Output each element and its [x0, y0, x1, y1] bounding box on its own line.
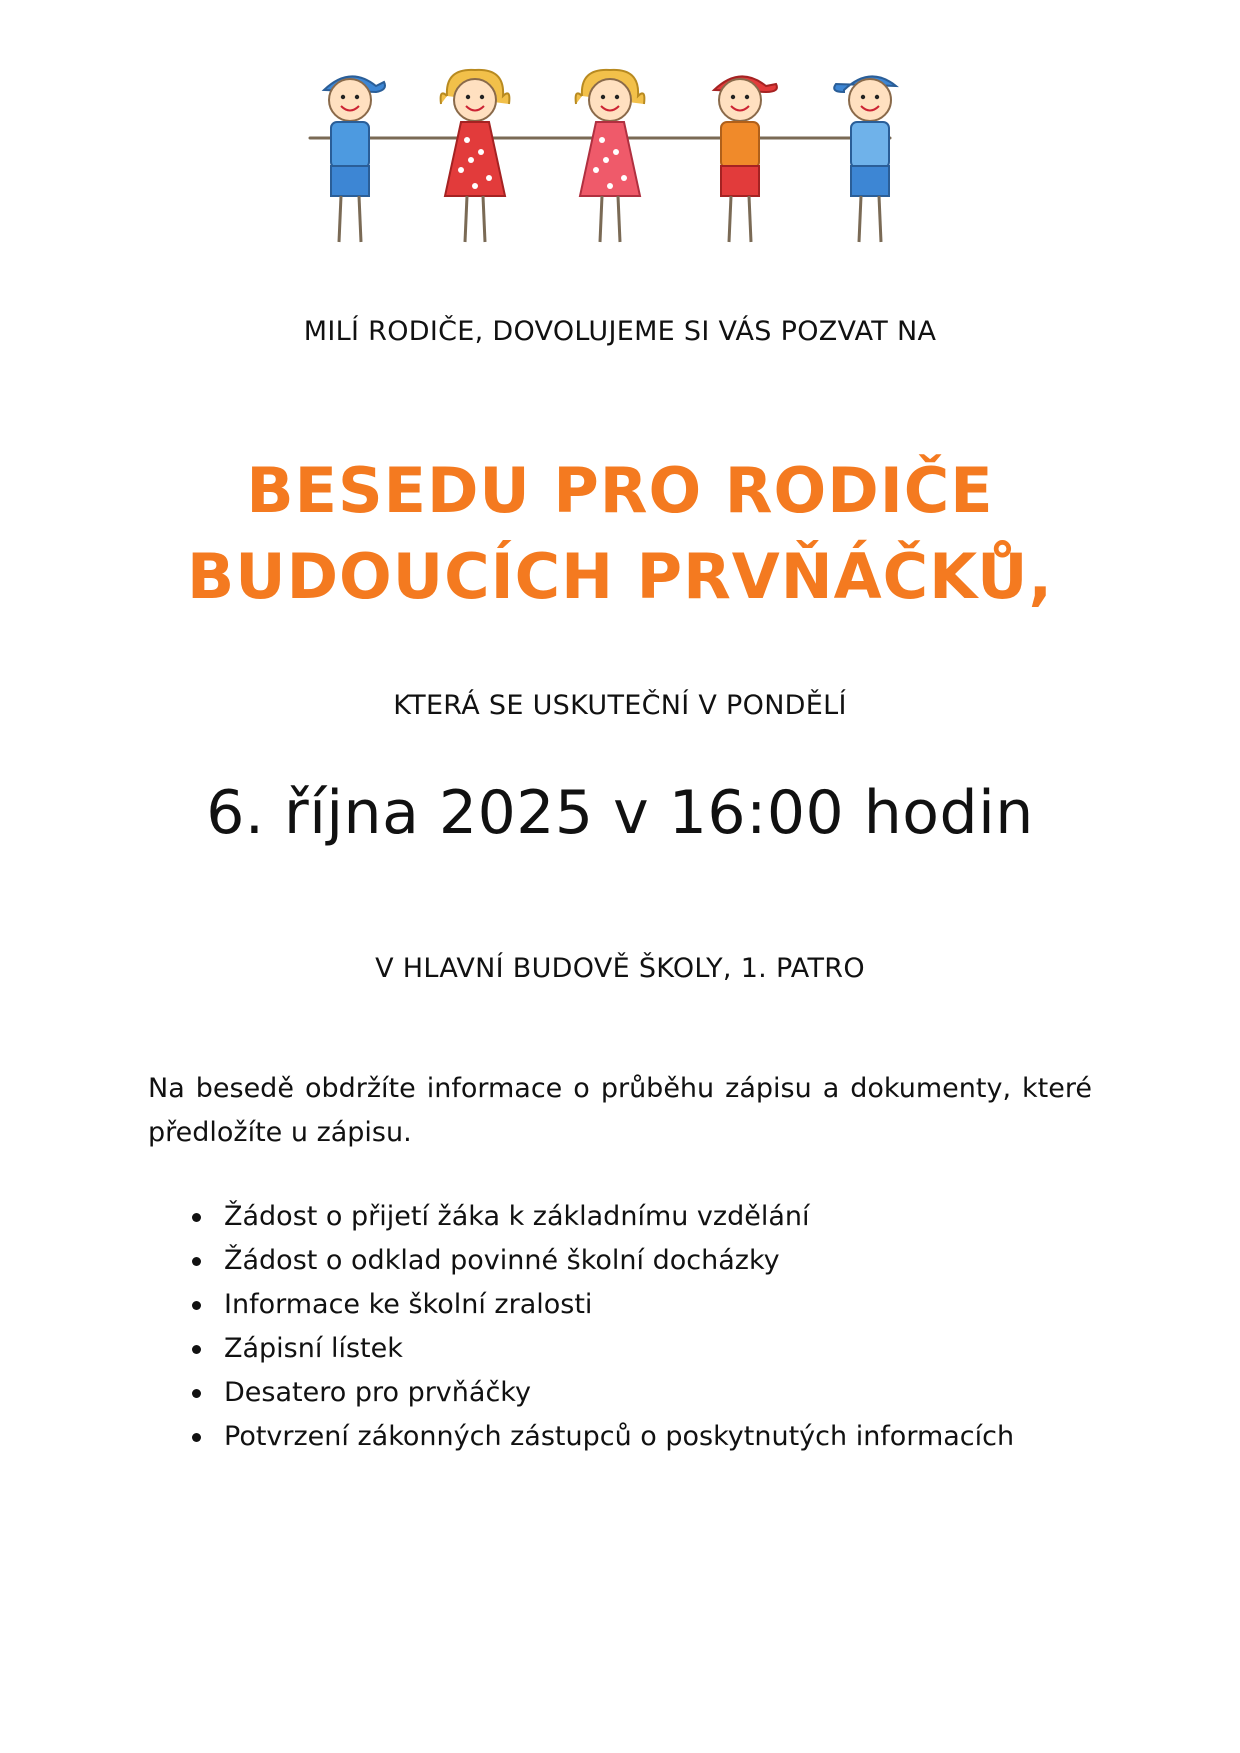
children-holding-hands-icon: [300, 60, 940, 255]
list-item: Žádost o přijetí žáka k základnímu vzdělání: [186, 1195, 1014, 1239]
event-day-text: KTERÁ SE USKUTEČNÍ V PONDĚLÍ: [393, 690, 847, 721]
list-item: Informace ke školní zralosti: [186, 1283, 1014, 1327]
info-paragraph: Na besedě obdržíte informace o průběhu zápisu a dokumenty, které předložíte u zápisu.: [148, 1073, 1092, 1148]
event-date-time: 6. října 2025 v 16:00 hodin: [206, 778, 1034, 848]
event-title: [0, 448, 1240, 620]
event-title-line-2: BUDOUCÍCH PRVŇÁČKŮ,: [186, 540, 1054, 613]
intro-text: MILÍ RODIČE, DOVOLUJEME SI VÁS POZVAT NA: [303, 316, 937, 347]
event-title-line-1: BESEDU PRO RODIČE: [246, 454, 994, 527]
list-item: Zápisní lístek: [186, 1327, 1014, 1371]
list-item: Žádost o odklad povinné školní docházky: [186, 1239, 1014, 1283]
list-item: Desatero pro prvňáčky: [186, 1371, 1014, 1415]
event-location: V HLAVNÍ BUDOVĚ ŠKOLY, 1. PATRO: [375, 953, 865, 984]
list-item: Potvrzení zákonných zástupců o poskytnutých informacích: [186, 1415, 1014, 1459]
documents-list: [186, 1195, 1014, 1459]
